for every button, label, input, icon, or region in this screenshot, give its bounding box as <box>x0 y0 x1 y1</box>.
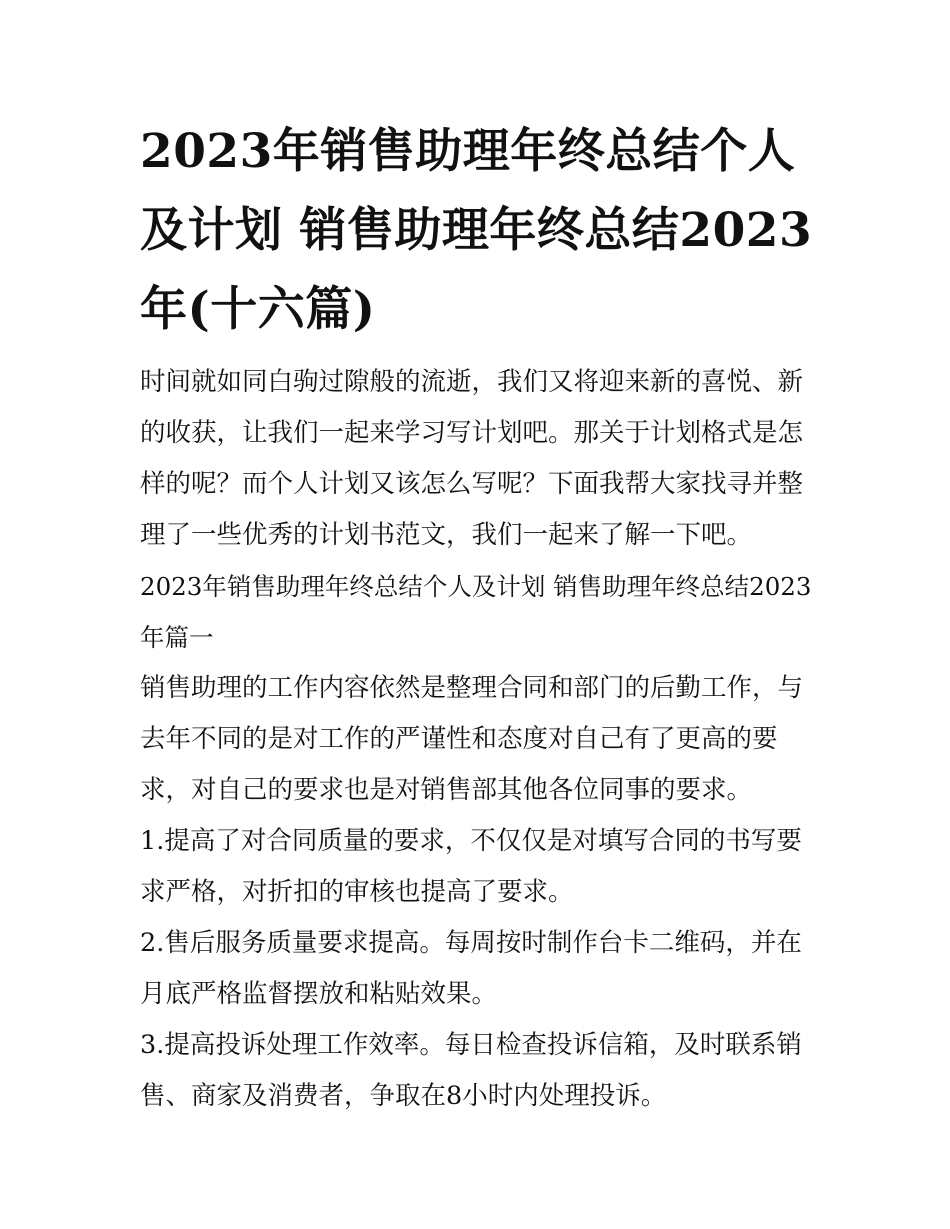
document-body <box>140 357 815 1122</box>
document-title: 2023年销售助理年终总结个人及计划 销售助理年终总结2023年(十六篇) <box>140 124 813 337</box>
document-page <box>140 112 815 1122</box>
list-item: 1.提高了对合同质量的要求，不仅仅是对填写合同的书写要求严格，对折扣的审核也提高了要求。 <box>140 826 802 907</box>
list-item: 2.售后服务质量要求提高。每周按时制作台卡二维码，并在月底严格监督摆放和粘贴效果。 <box>140 928 802 1009</box>
intro-paragraph: 时间就如同白驹过隙般的流逝，我们又将迎来新的喜悦、新的收获，让我们一起来学习写计划吧。那关于计划格式是怎样的呢？而个人计划又该怎么写呢？下面我帮大家找寻并整理了一些优秀的计划书范文，我们一起来了解一下吧。 <box>140 367 804 550</box>
list-item: 3.提高投诉处理工作效率。每日检查投诉信箱，及时联系销售、商家及消费者，争取在8小时内处理投诉。 <box>140 1030 802 1111</box>
body-paragraph: 销售助理的工作内容依然是整理合同和部门的后勤工作，与去年不同的是对工作的严谨性和态度对自己有了更高的要求，对自己的要求也是对销售部其他各位同事的要求。 <box>140 673 804 805</box>
section-heading: 2023年销售助理年终总结个人及计划 销售助理年终总结2023年篇一 <box>140 572 812 652</box>
